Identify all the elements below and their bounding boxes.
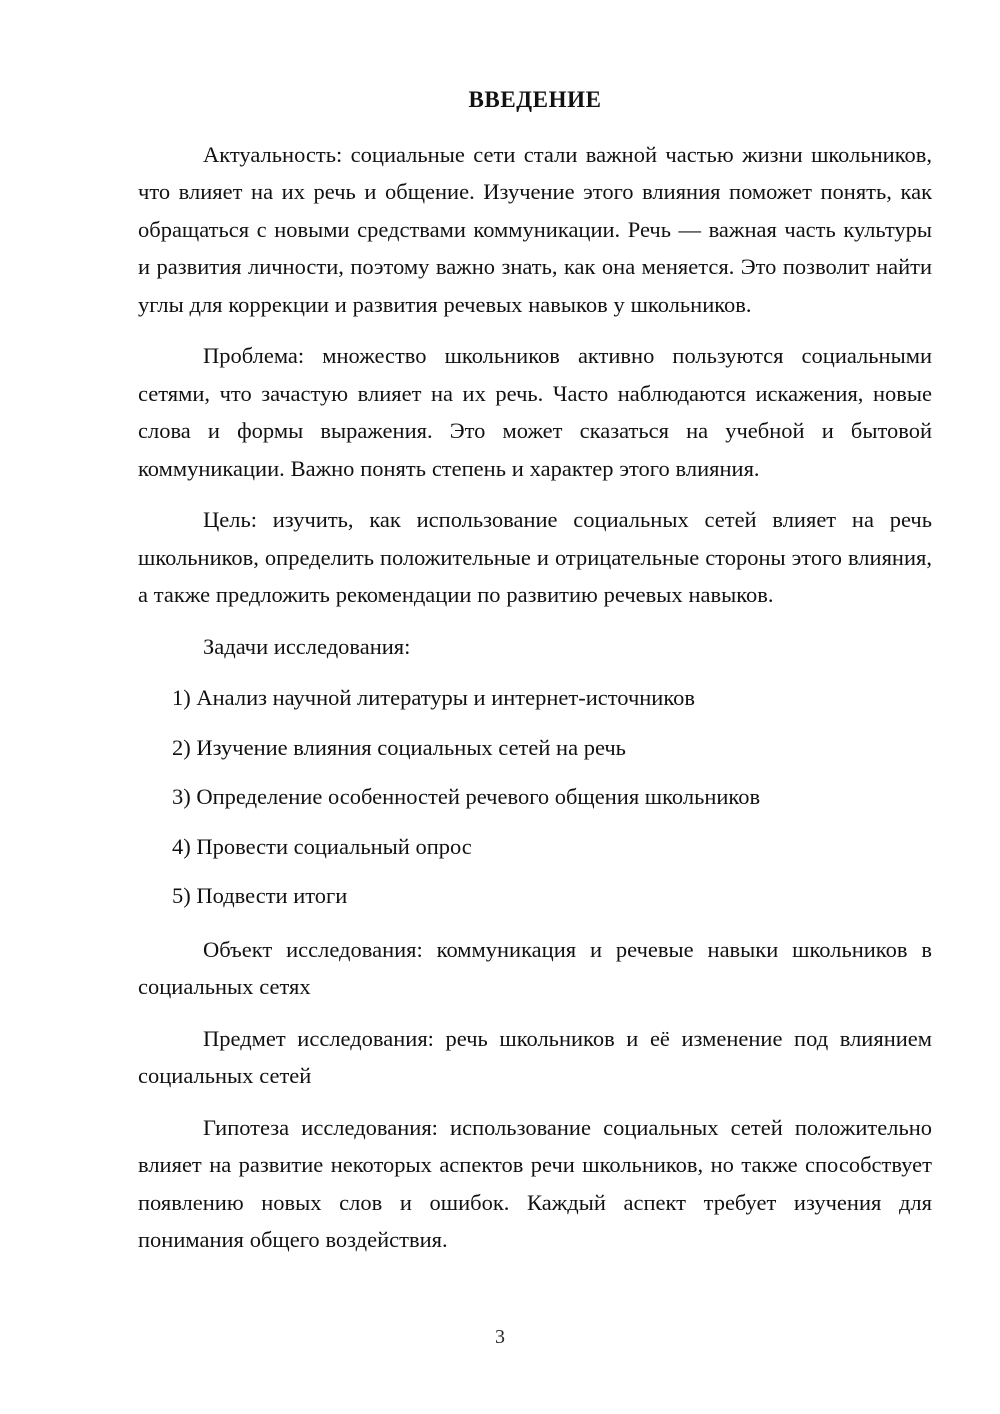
paragraph-object: Объект исследования: коммуникация и речевые навыки школьников в социальных сетях [138, 936, 932, 1000]
list-item: 5) Подвести итоги [172, 883, 348, 909]
tasks-list [138, 679, 932, 915]
paragraph-hypothesis: Гипотеза исследования: использование социальных сетей положительно влияет на развитие некоторых аспектов речи школьников, но также способствует появлению новых слов и ошибок. Каждый аспект требует изучения для понимания общего воздействия. [138, 1114, 932, 1253]
list-item: 2) Изучение влияния социальных сетей на речь [172, 734, 626, 760]
paragraph-relevance: Актуальность: социальные сети стали важной частью жизни школьников, что влияет на их речь и общение. Изучение этого влияния поможет понять, как обращаться с новыми средствами коммуникации. Речь — важная часть культуры и развития личности, поэтому важно знать, как она меняется. Это позволит найти углы для коррекции и развития речевых навыков у школьников. [138, 141, 932, 317]
list-item: 1) Анализ научной литературы и интернет-источников [172, 685, 696, 711]
document-body [138, 86, 932, 1259]
list-item: 3) Определение особенностей речевого общения школьников [172, 784, 761, 810]
page-title: ВВЕДЕНИЕ [468, 87, 602, 112]
page-number: 3 [495, 1326, 505, 1348]
list-item: 4) Провести социальный опрос [172, 833, 472, 859]
paragraph-goal: Цель: изучить, как использование социальных сетей влияет на речь школьников, определить положительные и отрицательные стороны этого влияния, а также предложить рекомендации по развитию речевых навыков. [138, 507, 932, 608]
tasks-heading: Задачи исследования: [203, 633, 411, 659]
paragraph-problem: Проблема: множество школьников активно пользуются социальными сетями, что зачастую влияет на их речь. Часто наблюдаются искажения, новые слова и формы выражения. Это может сказаться на учебной и бытовой коммуникации. Важно понять степень и характер этого влияния. [138, 343, 932, 481]
paragraph-subject: Предмет исследования: речь школьников и её изменение под влиянием социальных сетей [138, 1025, 932, 1089]
